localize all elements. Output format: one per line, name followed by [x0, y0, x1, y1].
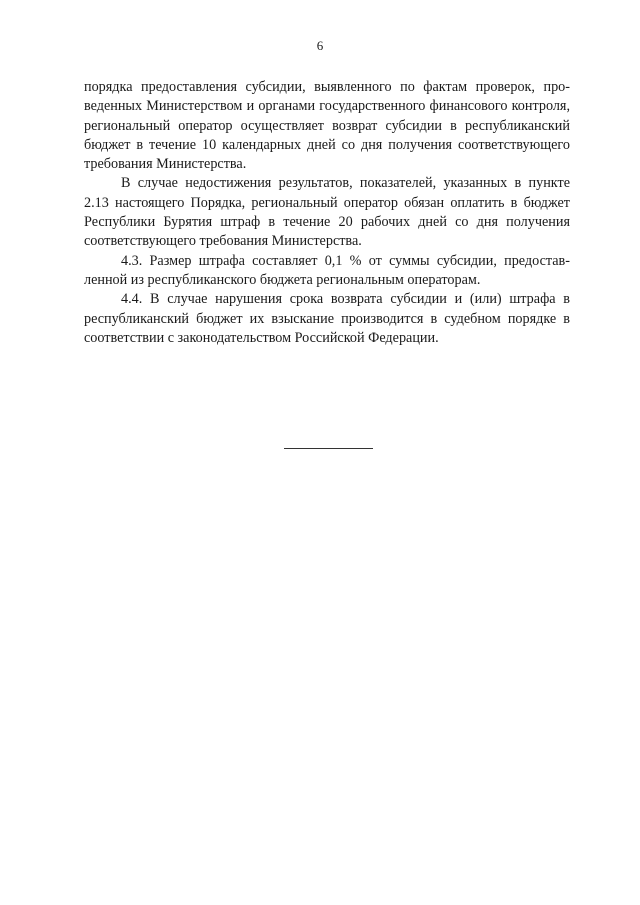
paragraph-court-recovery: 4.4. В случае нарушения срока возврата субсидии и (или) штрафа в республиканский бюджет их взыскание производится в судебном порядке в соответствии с законодательством Российской Федерации. [84, 291, 570, 346]
paragraph-penalty-payment: В случае недостижения результатов, показателей, указанных в пункте 2.13 настоящего Порядка, региональный оператор обязан оплатить в бюджет Республики Бурятия штраф в течение 20 рабочих дней со дня получения соответствующего требования Министерства. [84, 175, 570, 250]
page-number: 6 [316, 38, 324, 53]
end-of-text-divider [284, 448, 373, 449]
paragraph-refund-terms: порядка предоставления субсидии, выявленного по фактам проверок, проведенных Министерством и органами государственного финансового контроля, региональный оператор осуществляет возврат субсидии в республиканский бюджет в течение 10 календарных дней со дня получения соответствующего требования Министерства. [84, 79, 570, 173]
paragraph-penalty-amount: 4.3. Размер штрафа составляет 0,1 % от суммы субсидии, предоставленной из республиканского бюджета региональным операторам. [84, 252, 570, 288]
document-body [84, 78, 570, 348]
